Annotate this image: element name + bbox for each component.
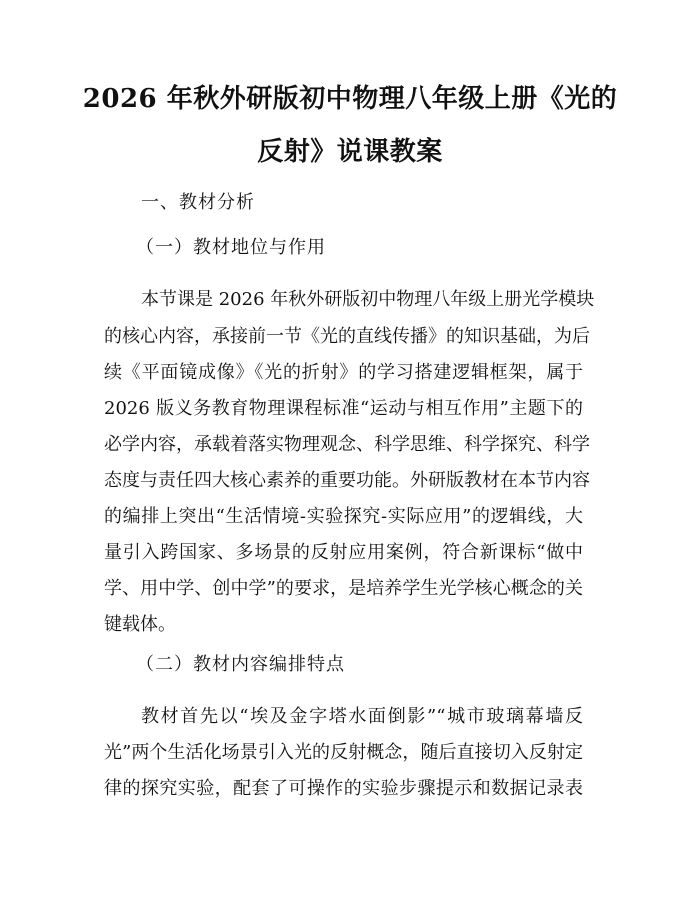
- paragraph-1-line: 续《平面镜成像》《光的折射》的学习搭建逻辑框架，属于: [104, 362, 583, 383]
- paragraph-2-line: 教材首先以“埃及金字塔水面倒影”“城市玻璃幕墙反: [141, 706, 583, 727]
- paragraph-1-line: 态度与责任四大核心素养的重要功能。外研版教材在本节内容: [104, 470, 590, 491]
- paragraph-1-line: 的核心内容，承接前一节《光的直线传播》的知识基础，为后: [104, 326, 590, 347]
- paragraph-1-line: 本节课是 2026 年秋外研版初中物理八年级上册光学模块: [141, 289, 595, 310]
- subsection-heading-position-and-role: （一）教材地位与作用: [136, 237, 326, 258]
- document-title-line-2: 反射》说课教案: [257, 137, 443, 167]
- subsection-heading-content-arrangement: （二）教材内容编排特点: [136, 654, 345, 675]
- paragraph-1-line: 学、用中学、创中学”的要求，是培养学生光学核心概念的关: [104, 578, 583, 599]
- paragraph-1-line: 键载体。: [104, 614, 176, 635]
- paragraph-1-line: 必学内容，承载着落实物理观念、科学思维、科学探究、科学: [104, 434, 590, 455]
- document-title-line-1: 2026 年秋外研版初中物理八年级上册《光的: [82, 84, 618, 114]
- paragraph-1-line: 量引入跨国家、多场景的反射应用案例，符合新课标“做中: [104, 542, 583, 563]
- paragraph-1-line: 2026 版义务教育物理课程标准“运动与相互作用”主题下的: [104, 398, 583, 419]
- paragraph-1-line: 的编排上突出“生活情境-实验探究-实际应用”的逻辑线，大: [104, 506, 583, 527]
- paragraph-2-line: 律的探究实验，配套了可操作的实验步骤提示和数据记录表: [104, 778, 583, 799]
- section-heading-textbook-analysis: 一、教材分析: [141, 192, 255, 213]
- paragraph-2-line: 光”两个生活化场景引入光的反射概念，随后直接切入反射定: [104, 742, 583, 763]
